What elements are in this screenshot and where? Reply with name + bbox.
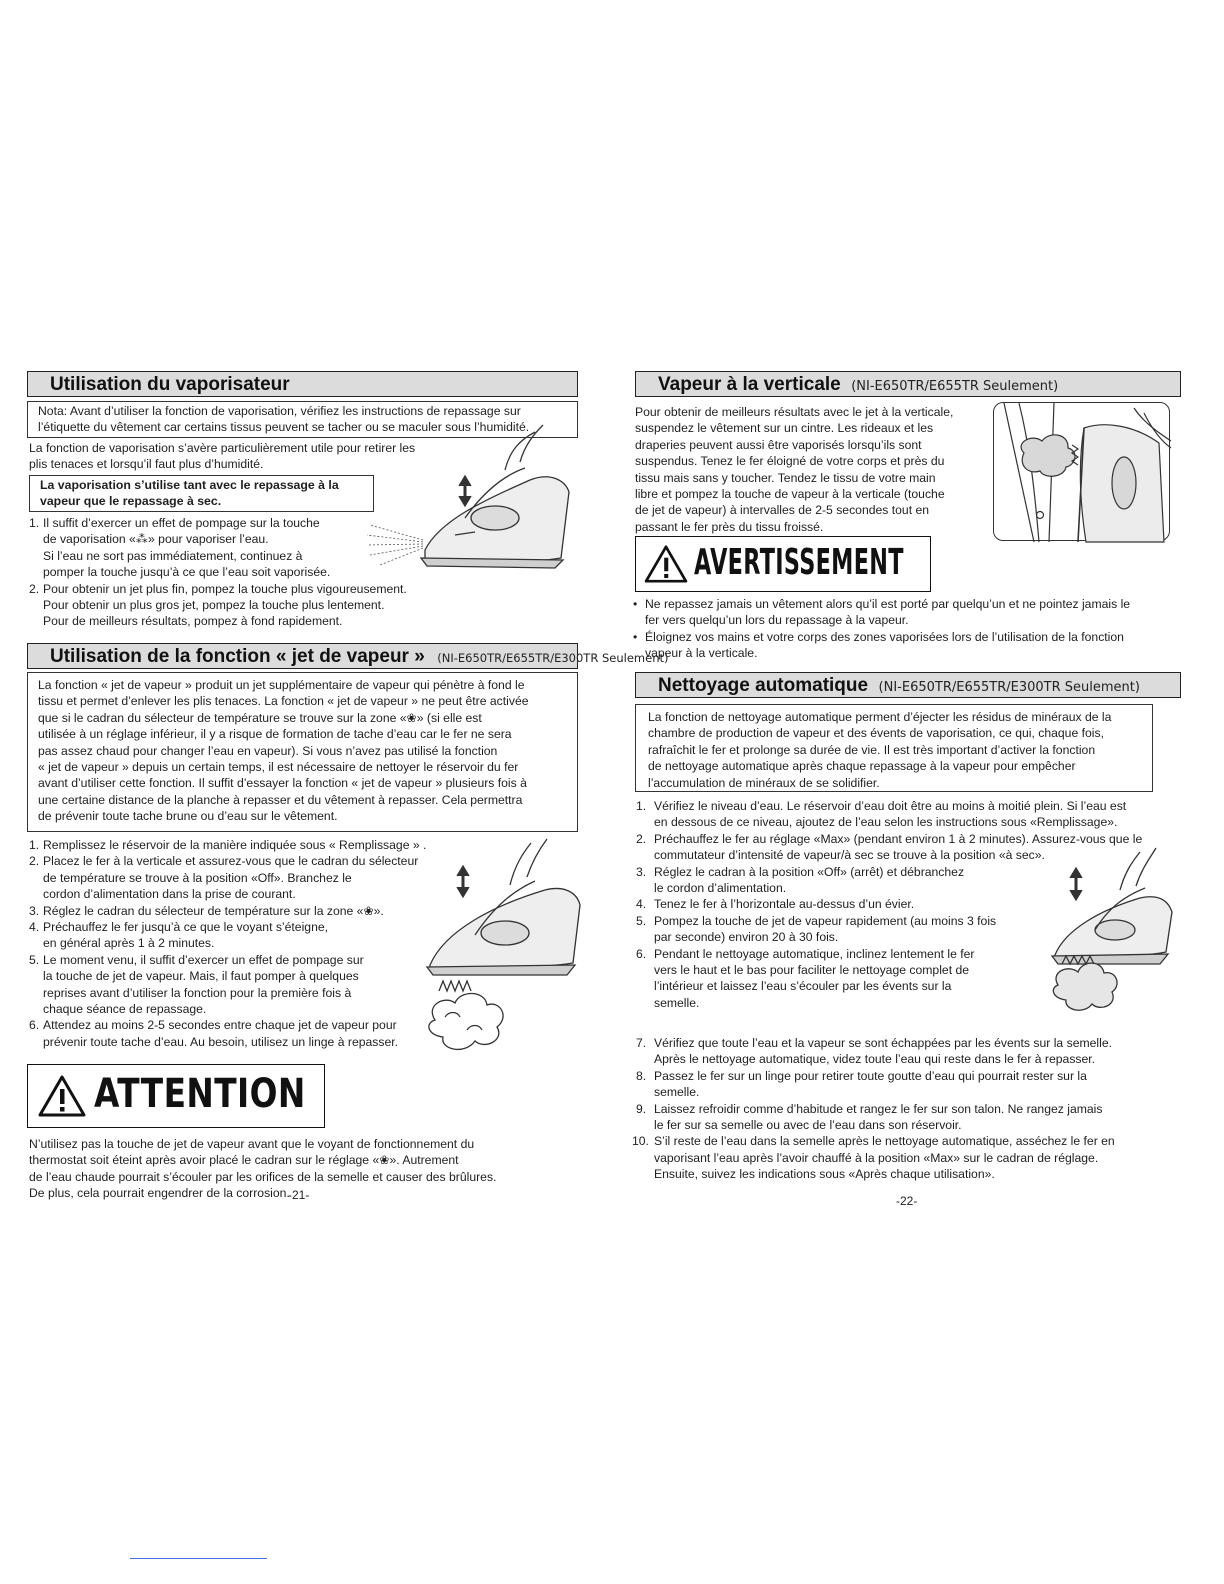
jet-step: 3. Réglez le cadran du sélecteur de température sur la zone «❀». [29,903,384,918]
attention-warning-box: ATTENTION [27,1064,325,1128]
jet-step: 1. Remplissez le réservoir de la manière indiquée sous « Remplissage » . [29,838,427,852]
iron-vertical-steam-illustration [994,403,1171,542]
clean-step: 1. Vérifiez le niveau d’eau. Le réservoir d’eau doit être au moins à moitié plein. Si l’eau est en dessous de ce niveau, ajoutez de l’eau selon les instructions sous «Remplissage». [636,799,1127,830]
clean-step: 5. Pompez la touche de jet de vapeur rapidement (au moins 3 fois par seconde) environ 20 à 30 fois. [636,913,997,945]
avertissement-bullets [633,596,1178,662]
spray-step: 1. Il suffit d’exercer un effet de pompage sur la touche de vaporisation «⁂» pour vaporiser l’eau. Si l’eau ne sort pas immédiatement, continuez à pomper la touche jusqu’à ce que l’eau soit vaporisée. [29,516,331,580]
jet-info-box: La fonction « jet de vapeur » produit un jet supplémentaire de vapeur qui pénètre à fond le tissu et permet d’enlever les plis tenaces. La fonction « jet de vapeur » ne peut être activée que si le cadran du sélecteur de température se trouve sur la zone «❀» (si elle est utilisée à un réglage inférieur, il y a risque de formation de tache d’eau car le fer ne sera pas assez chaud pour changer l’eau en vapeur). Si vous n’avez pas utilisé la fonction « jet de vapeur » depuis un certain temps, il est nécessaire de nettoyer le réservoir du fer avant d’utiliser cette fonction. Il suffit d’essayer la fonction « jet de vapeur » plusieurs fois à une certaine distance de la planche à repasser et du vêtement à repasser. Cela permettra de prévenir toute tache brune ou d’eau sur le vêtement. [27,672,578,832]
jet-step: 2. Placez le fer à la verticale et assurez-vous que le cadran du sélecteur de température se trouve à la position «Off». Branchez le cordon d’alimentation dans la prise de courant. [29,854,419,902]
note-box: Nota: Avant d’utiliser la fonction de vaporisation, vérifiez les instructions de repassage sur l’étiquette du vêtement car certains tissus peuvent se tacher ou se maculer sous l’humidité. [27,401,578,438]
jet-step: 5. Le moment venu, il suffit d’exercer un effet de pompage sur la touche de jet de vapeur. Mais, il faut pomper à quelques reprises avant d’utiliser la fonction pour la première fois à chaque séance de repassage. [29,952,364,1017]
spray-intro: La fonction de vaporisation s’avère particulièrement utile pour retirer les plis tenaces et lorsqu’il faut plus d’humidité. [29,441,416,472]
clean-step: 10. S’il reste de l’eau dans la semelle après le nettoyage automatique, asséchez le fer en vaporisant l’eau après l’avoir chauffé à la position «Max» sur le cadran de réglage. Ensuite, suivez les indications sous «Après chaque utilisation». [632,1134,1115,1182]
spray-step: 2. Pour obtenir un jet plus fin, pompez la touche plus vigoureusement. Pour obtenir un plus gros jet, pompez la touche plus lentement. Pour de meilleurs résultats, pompez à fond rapidement. [29,581,407,629]
self-clean-info-box: La fonction de nettoyage automatique perment d’éjecter les résidus de minéraux de la chambre de production de vapeur et des évents de vaporisation, ce qui, chaque fois, rafraîchit le fer et prolonge sa durée de vie. Il est très important d’activer la fonction de nettoyage automatique après chaque repassage à la vapeur pour empêcher l’accumulation de minéraux de se solidifier. [635,704,1153,792]
clean-step: 9. Laissez refroidir comme d’habitude et rangez le fer sur son talon. Ne rangez jamais le fer sur sa semelle ou avec de l’eau dans son réservoir. [636,1101,1103,1133]
scan-divider-line [130,1558,267,1559]
section-heading-jet: Utilisation de la fonction « jet de vapeur » (NI-E650TR/E655TR/E300TR Seulement) [27,643,578,669]
iron-spray-illustration [355,440,585,590]
iron-jet-steam-illustration [405,845,585,1060]
clean-step: 2. Préchauffez le fer au réglage «Max» (pendant environ 1 à 2 minutes). Assurez-vous que le commutateur d’intensité de vapeur/à sec se trouve à la position «à sec». [636,831,1143,863]
warning-bullet: • Ne repassez jamais un vêtement alors qu’il est porté par quelqu’un et ne pointez jamais le fer vers quelqu’un lors du repassage à la vapeur. [633,597,1131,628]
clean-step: 4. Tenez le fer à l’horizontale au-dessus d’un évier. [636,897,915,912]
section-heading-self-clean: Nettoyage automatique (NI-E650TR/E655TR/E300TR Seulement) [635,672,1181,698]
warning-bullet: • Éloignez vos mains et votre corps des zones vaporisées lors de l’utilisation de la fonction vapeur à la verticale. [633,629,1124,661]
clean-step: 6. Pendant le nettoyage automatique, inclinez lentement le fer vers le haut et le bas pour faciliter le nettoyage complet de l’intérieur et laissez l’eau s’écouler par les évents sur la semelle. [636,946,975,1010]
iron-self-clean-illustration [1040,860,1180,1030]
avertissement-warning-box: AVERTISSEMENT [635,536,931,592]
clean-step: 8. Passez le fer sur un linge pour retirer toute goutte d’eau qui pourrait rester sur la semelle. [636,1068,1087,1100]
page-number-left: -21- [288,1188,310,1202]
jet-step: 6. Attendez au moins 2-5 secondes entre chaque jet de vapeur pour prévenir toute tache d’eau. Au besoin, utilisez un linge à repasser. [29,1018,399,1049]
self-clean-steps-b [632,1035,1184,1183]
vertical-steam-text: Pour obtenir de meilleurs résultats avec le jet à la verticale, suspendez le vêtement sur un cintre. Les rideaux et les draperies peuvent aussi être vaporisés lorsqu’ils sont suspendus. Tenez le fer éloigné de votre corps et près du tissu mais sans y toucher. Tendez le tissu de votre main libre et pompez la touche de vapeur à la verticale (touche de jet de vapeur) à intervalles de 2-5 secondes tout en passant le fer près du tissu froissé. [635,405,954,534]
attention-warning-text: N’utilisez pas la touche de jet de vapeur avant que le voyant de fonctionnement du thermostat soit éteint après avoir placé le cadran sur le réglage «❀». Autrement de l’eau chaude pourrait s’écouler par les orifices de la semelle et causer des brûlures. De plus, cela pourrait engendrer de la corrosion. [29,1137,497,1201]
jet-step: 4. Préchauffez le fer jusqu’à ce que le voyant s’éteigne, en général après 1 à 2 minutes. [29,920,329,951]
page-number-right: -22- [896,1194,918,1208]
warning-triangle-icon [38,1075,86,1117]
section-heading-vertical: Vapeur à la verticale (NI-E650TR/E655TR Seulement) [635,371,1181,397]
vertical-illustration-frame [993,402,1170,541]
clean-step: 3. Réglez le cadran à la position «Off» (arrêt) et débranchez le cordon d’alimentation. [636,864,965,896]
clean-step: 7. Vérifiez que toute l’eau et la vapeur se sont échappées par les évents sur la semelle. Après le nettoyage automatique, videz toute l’eau qui reste dans le fer à repasser. [636,1036,1112,1067]
spray-usage-box: La vaporisation s’utilise tant avec le repassage à la vapeur que le repassage à sec. [29,475,374,512]
warning-triangle-icon [644,545,688,583]
section-heading-spray: Utilisation du vaporisateur [27,371,578,397]
